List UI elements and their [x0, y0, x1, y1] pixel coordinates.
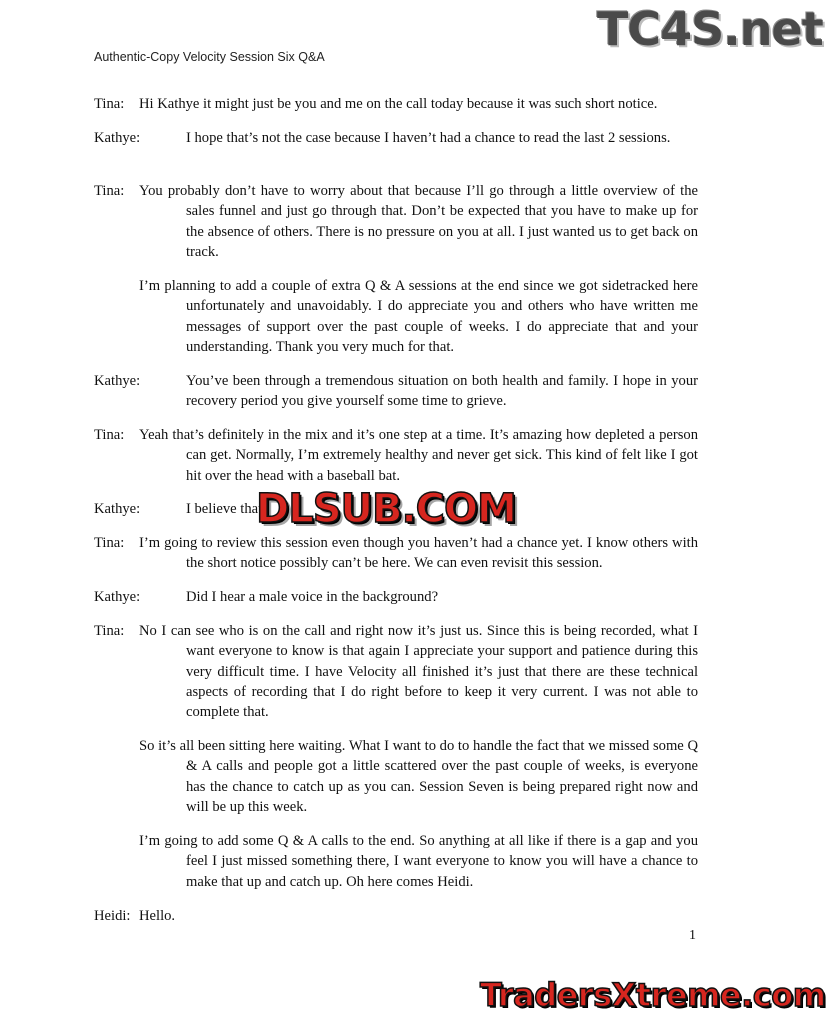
- paragraph: [94, 621, 698, 722]
- page-number: 1: [689, 928, 696, 943]
- paragraph-text: Hello.: [139, 908, 176, 924]
- paragraph-text: I hope that’s not the case because I haven’t had a chance to read the last 2 sessions.: [186, 130, 671, 146]
- speaker-label: Tina:: [94, 535, 125, 551]
- watermark-top: TC4S.net: [597, 2, 823, 56]
- paragraph-text: I’m planning to add a couple of extra Q & A sessions at the end since we got sidetracked here unfortunately and unavoidably. I do appreciate you and others who have written me messages of support over the past couple of weeks. I do appreciate that and your understanding. Thank you very much for that.: [139, 278, 698, 355]
- paragraph: [94, 425, 698, 486]
- paragraph: [94, 371, 698, 412]
- paragraph-text: I believe that: [186, 501, 263, 517]
- paragraph: [94, 94, 698, 114]
- paragraph: [94, 128, 698, 148]
- paragraph-text: No I can see who is on the call and right now it’s just us. Since this is being recorded, what I want everyone to know is that again I appreciate your support and patience during this very difficult time. I have Velocity all finished it’s just that there are these technical aspects of recording that I do right before to keep it very current. I was not able to complete that.: [139, 623, 698, 721]
- document-header: Authentic-Copy Velocity Session Six Q&A: [94, 50, 325, 64]
- speaker-label: Kathye:: [94, 373, 141, 389]
- paragraph: [94, 587, 698, 607]
- speaker-label: Tina:: [94, 96, 125, 112]
- paragraph-text: You’ve been through a tremendous situation on both health and family. I hope in your recovery period you give yourself some time to grieve.: [186, 373, 698, 410]
- watermark-middle: DLSUB.COM: [256, 486, 516, 532]
- speaker-label: Tina:: [94, 183, 125, 199]
- paragraph-text: I’m going to add some Q & A calls to the end. So anything at all like if there is a gap and you feel I just missed something there, I want everyone to know you will have a chance to make that up and catch up. Oh here comes Heidi.: [139, 833, 698, 890]
- paragraph-text: You probably don’t have to worry about that because I’ll go through a little overview of the sales funnel and just go through that. Don’t be expected that you have to make up for the absence of others. There is no pressure on you at all. I just wanted us to get back on track.: [139, 183, 698, 260]
- paragraph-text: So it’s all been sitting here waiting. What I want to do to handle the fact that we missed some Q & A calls and people got a little scattered over the past couple of weeks, is everyone has the chance to catch up as you can. Session Seven is being prepared right now and will be up this week.: [139, 738, 698, 815]
- paragraph-text: Yeah that’s definitely in the mix and it’s one step at a time. It’s amazing how depleted a person can get. Normally, I’m extremely healthy and never get sick. This kind of felt like I got hit over the head with a baseball bat.: [139, 427, 698, 484]
- speaker-label: Kathye:: [94, 130, 141, 146]
- paragraph-text: I’m going to review this session even though you haven’t had a chance yet. I know others with the short notice possibly can’t be here. We can even revisit this session.: [139, 535, 698, 572]
- watermark-bottom: TradersXtreme.com: [480, 976, 826, 1014]
- paragraph: [94, 276, 698, 357]
- paragraph: [94, 831, 698, 892]
- speaker-label: Kathye:: [94, 589, 141, 605]
- speaker-label: Kathye:: [94, 501, 141, 517]
- paragraph: [94, 906, 698, 926]
- paragraph: [94, 181, 698, 262]
- paragraph-text: Did I hear a male voice in the background?: [186, 589, 439, 605]
- paragraph: [94, 736, 698, 817]
- paragraph: [94, 533, 698, 574]
- speaker-label: Tina:: [94, 427, 125, 443]
- paragraph-text: Hi Kathye it might just be you and me on the call today because it was such short notice.: [139, 96, 658, 112]
- speaker-label: Heidi:: [94, 908, 131, 924]
- speaker-label: Tina:: [94, 623, 125, 639]
